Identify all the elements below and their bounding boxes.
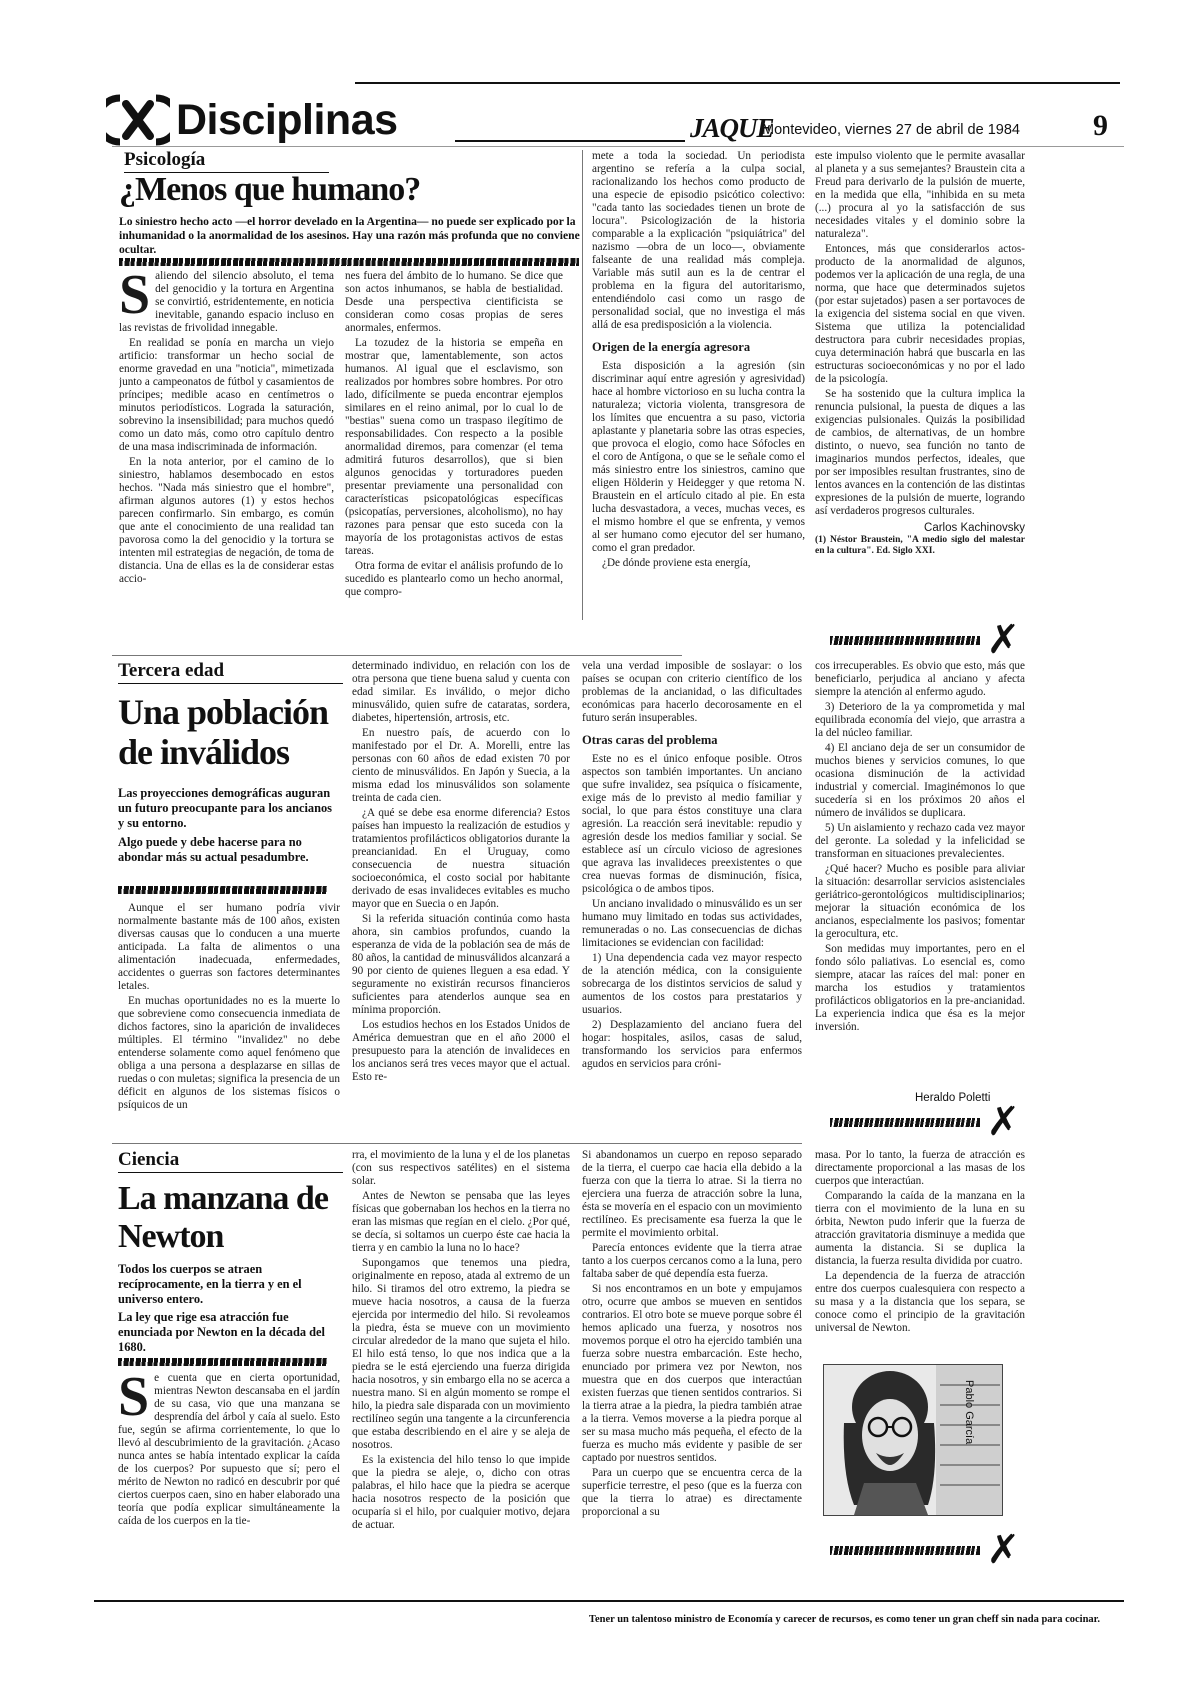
column-divider [582, 150, 583, 620]
author-photo [823, 1364, 1003, 1516]
x-mark-icon: ✗ [986, 617, 1020, 663]
article2-column-1: Aunque el ser humano podría vivir normalmente bastante más de 100 años, existen diversas causas que lo conducen a una muerte anticipada. La falta de alimentos o una alimentación inadecuada, enfermedades, accidentes o guerras son factores determinantes letales. En muchas oportunidades no es la muerte lo que sobreviene como consecuencia inmediata de dichos factores, sino la aparición de invalideces múltiples. El término "invalidez" no debe entenderse solamente como aquel fenómeno que obliga a una persona a desplazarse en sillas de ruedas o con muletas; significa la presencia de un déficit en algunos de los sistemas físicos o psíquicos de un [118, 902, 340, 1111]
lead-tercera-edad-1: Las proyecciones demográficas auguran un futuro preocupante para los ancianos y su entorno. [118, 786, 333, 830]
dateline: Montevideo, viernes 27 de abril de 1984 [762, 122, 1020, 138]
article3-column-2: rra, el movimiento de la luna y el de los planetas (con sus respectivos satélites) en el sistema solar. Antes de Newton se pensaba que las leyes físicas que gobernaban los hechos en la tierra no eran las mismas que regían en el cielo. ¿Por qué, se decía, si soltamos un cuerpo éste cae hacia la tierra y en cambio la luna no lo hace? Supongamos que tenemos una piedra, originalmente en reposo, atada al extremo de un hilo. Si tiramos del otro extremo, la piedra se mueve hacia nosotros, a causa de la fuerza ejercida por intermedio del hilo. Si revoleamos la piedra, ésta se mueve con un movimiento circular alrededor de la mano que sujeta el hilo. El hilo está tenso, lo que nos indica que a la piedra se le está ejerciendo una fuerza dirigida hacia nosotros, y sin embargo ella no se acerca a nuestra mano. Si en algún momento se rompe el hilo, la piedra sale disparada con un movimiento rectilíneo según una tangente a la circunferencia que estaba describiendo en el aire y se aleja de nosotros. Es la existencia del hilo tenso lo que impide que la piedra se aleje, o, dicho con otras palabras, el hilo hace que la piedra se acerque hacia nosotros respecto de la posición que ocuparía si el hilo, por cualquier motivo, dejara de actuar. [352, 1149, 570, 1531]
article1-column-2: nes fuera del ámbito de lo humano. Se dice que son actos inhumanos, se habla de bestialidad. Desde una perspectiva cientificista se consideran como cosas propias de seres anormales, enfermos. La tozudez de la historia se empeña en mostrar que, lamentablemente, son actos humanos. Al igual que el esclavismo, son realizados por hombres sobre hombres. Por otro lado, difícilmente se pueda encontrar ejemplos similares en el reino animal, por lo cual lo de "bestias" suena como un traspaso ilegítimo de responsabilidades. Con respecto a la posible anormalidad diremos, para comenzar (el tema admitirá futuros desarrollos), que si bien algunos genocidas y torturadores pueden presentar previamente una personalidad con características psicopatológicas específicas (psicopatías, perversiones, alcoholismo), no hay razones para pensar que esto suceda con la mayoría de los protagonistas activos de estas tareas. Otra forma de evitar el análisis profundo de lo sucedido es plantearlo como un hecho anormal, que compro- [345, 270, 563, 598]
article3-column-4: masa. Por lo tanto, la fuerza de atracción es directamente proporcional a las masas de los cuerpos que interactúan. Comparando la caída de la manzana en la tierra con el movimiento de la luna en su órbita, Newton pudo inferir que la fuerza de atracción gravitatoria disminuye a medida que aumenta la distancia. Si se duplica la distancia, la fuerza resulta dividida por cuatro. La dependencia de la fuerza de atracción entre dos cuerpos cualesquiera con respecto a su masa y a la distancia que los separa, se conoce como el principio de la gravitación universal de Newton. [815, 1149, 1025, 1334]
bottom-rule [94, 1600, 1124, 1602]
section-label-psicologia: Psicología [124, 149, 329, 173]
section-logo-icon [106, 94, 170, 146]
dropcap: S [119, 270, 151, 326]
x-mark-icon: ✗ [986, 1527, 1020, 1573]
article2-column-4: cos irrecuperables. Es obvio que esto, más que beneficiarlo, perjudica al anciano y afecta siempre la atención al enfermo agudo. 3) Deterioro de la ya comprometida y mal equilibrada economía del viejo, que arrastra a la del núcleo familiar. 4) El anciano deja de ser un consumidor de muchos bienes y servicios comunes, lo que ocasiona disminución de la actividad industrial y comercial. Imaginémonos lo que sucedería si en los próximos 20 años el número de inválidos se duplicara. 5) Un aislamiento y rechazo cada vez mayor del geronte. La soledad y la infelicidad se transforman en situaciones prevalecientes. ¿Qué hacer? Mucho es posible para aliviar la situación: desarrollar servicios asistenciales geriátrico-gerontológicos multidisciplinarios; mejorar la situación económica de los ancianos, especialmente los pasivos; fomentar la gerocultura, etc. Son medidas muy importantes, pero en el fondo sólo paliativas. Lo esencial es, como siempre, atacar las raíces del mal: poner en marcha los estudios y tratamientos profilácticos obligatorios en la pre-ancianidad. La experiencia indica que ésa es la mejor inversión. [815, 660, 1025, 1033]
article2-column-2: determinado individuo, en relación con los de otra persona que tiene buena salud y cuenta con edad similar. Es inválido, o mejor dicho minusválido, quien sufre de cataratas, sordera, diabetes, hipertensión, artrosis, etc. En nuestro país, de acuerdo con lo manifestado por el Dr. A. Morelli, entre las personas con 60 años de edad existen 70 por ciento de minusválidos. En Japón y Suecia, a la misma edad los minusválidos son solamente treinta de cada cien. ¿A qué se debe esa enorme diferencia? Estos países han impuesto la realización de estudios y tratamientos profilácticos obligatorios durante la preancianidad. En el Uruguay, como consecuencia de nuestra situación socioeconómica, el costo social por habitante derivado de esas invalideces evitables es mucho mayor que en Suecia o en Japón. Si la referida situación continúa como hasta ahora, sin cambios profundos, cuando la esperanza de vida de la población sea de más de 80 años, la cantidad de minusválidos alcanzará a 90 por ciento de quienes lleguen a esa edad. Y seguramente no existirán recursos financieros suficientes para atenderlos aunque sea en mínima proporción. Los estudios hechos en los Estados Unidos de América demuestran que en el año 2000 el presupuesto para la atención de invalideces en los ancianos será tres veces mayor que el actual. Esto re- [352, 660, 570, 1083]
page-number: 9 [1093, 109, 1108, 142]
subhead-otras-caras: Otras caras del problema [582, 732, 718, 747]
signature-kachinovsky: Carlos Kachinovsky [924, 521, 1025, 534]
dropcap: S [118, 1372, 150, 1428]
separator-bar [119, 258, 579, 266]
article1-column-3: mete a toda la sociedad. Un periodista argentino se refería a la culpa social, racionalizando los hechos como producto de una especie de episodio psicótico colectivo: "cada tanto las sociedades tienen un brote de locura". Psicologización de la historia comparable a la explicación "psiquiátrica" del nazismo —obra de un loco—, obviamente falseante de una realidad más compleja. Variable más sutil aun es la de centrar el problema en la figura del autoritarismo, entendiéndolo casi como un rasgo de personalidad social, que no investiga el más allá de esa predisposición a la violencia. Origen de la energía agresora Esta disposición a la agresión (sin discriminar aquí entre agresión y agresividad) hace al hombre victorioso en su lucha contra la naturaleza; victoria violenta, transgresora de los límites que encuentra a su paso, victoria aplastante y planetaria sobre las otras especies, que provoca el elogio, como hace Sófocles en el coro de Antígona, o que se le señale como el más siniestro entre los siniestros, camino que eligen Hölderin y Heidegger y que retoma N. Braustein en el artículo citado al pie. En esta lucha desvastadora, a veces, muchas veces, es el mismo hombre el que se enfrenta, y vemos al ser humano como ejecutor del ser humano, como el gran predador. ¿De dónde proviene esta energía, [592, 150, 805, 570]
end-mark [830, 1099, 1020, 1145]
header-rule [455, 140, 685, 142]
lead-ciencia-1: Todos los cuerpos se atraen recíprocamente, en la tierra y en el universo entero. [118, 1262, 302, 1306]
headline-una-poblacion: Una población de inválidos [118, 692, 329, 772]
footnote: (1) Néstor Braustein, "A medio siglo del malestar en la cultura". Ed. Siglo XXI. [815, 534, 1025, 556]
article3-column-3: Si abandonamos un cuerpo en reposo separado de la tierra, el cuerpo cae hacia ella debido a la fuerza con que la tierra lo atrae. Si la tierra no ejerciera una fuerza de atracción sobre la luna, ésta se movería en el espacio con un movimiento rectilíneo. Es precisamente esa fuerza la que le permite el movimiento orbital. Parecía entonces evidente que la tierra atrae tanto a los cuerpos cercanos como a la luna, pero faltaba saber de qué dependía esta fuerza. Si nos encontramos en un bote y empujamos otro, ocurre que ambos se mueven en sentidos contrarios. El otro bote se mueve porque sobre él hemos aplicado una fuerza, y nosotros nos movemos porque el otro ha ejercido también una fuerza sobre nuestra embarcación. Este hecho, enunciado por primera vez por Newton, nos muestra que en dos cuerpos que interactúan existen fuerzas que tienen sentidos contrarios. Si la tierra atrae a la piedra, la piedra también atrae a la tierra. Vemos moverse a la piedra porque al ser su masa mucho más pequeña, el efecto de la fuerza es mucho más evidente y pasible de ser captado por nuestros sentidos. Para un cuerpo que se encuentra cerca de la superficie terrestre, el peso (que es la fuerza con que la tierra lo atrae) es directamente proporcional a su [582, 1149, 802, 1518]
separator-bar [118, 1358, 328, 1366]
headline-menos-que-humano: ¿Menos que humano? [119, 171, 421, 208]
x-mark-icon: ✗ [986, 1099, 1020, 1145]
photo-credit: Pablo García [963, 1380, 975, 1445]
masthead-logo: JAQUE [690, 113, 774, 143]
subhead-origen: Origen de la energía agresora [592, 339, 751, 354]
lead-ciencia-2: La ley que rige esa atracción fue enunciada por Newton en la década del 1680. [118, 1310, 325, 1354]
section-rule [112, 655, 682, 656]
signature-poletti: Heraldo Poletti [915, 1092, 991, 1104]
end-mark [830, 1527, 1020, 1573]
lead-menos-que-humano: Lo siniestro hecho acto —el horror develado en la Argentina— no puede ser explicado por la inhumanidad o la anormalidad de los asesinos. Hay una razón más profunda que no conviene ocultar. [119, 215, 580, 256]
section-label-tercera-edad: Tercera edad [118, 660, 343, 684]
header-under-rule [112, 146, 1124, 147]
separator-bar [118, 886, 328, 894]
article3-column-1: S e cuenta que en cierta oportunidad, mientras Newton descansaba en el jardín de su casa, vio que una manzana se desprendía del árbol y caía al suelo. Esto fue, según se afirma corrientemente, lo que lo llevó al descubrimiento de la gravitación. ¿Acaso nunca antes se había intentado explicar la caída de los cuerpos? Por supuesto que sí; pero el mérito de Newton no radicó en descubrir por qué ciertos cuerpos caen, sino en haber elaborado una teoría que podía explicar simultáneamente la caída de los cuerpos en la tie- [118, 1372, 340, 1527]
article1-column-1: S aliendo del silencio absoluto, el tema del genocidio y la tortura en Argentina se convirtió, estridentemente, en noticia inevitable, ganando espacio incluso en las revistas de frivolidad innegable. En realidad se ponía en marcha un viejo artificio: transformar un hecho social de enorme gravedad en una "noticia", mimetizada junto a campeonatos de fútbol y casamientos de príncipes; medible acaso en centímetros o minutos periodísticos. Lograda la saturación, sobrevino la insensibilidad; para muchos quedó como un dato más, como otro capítulo dentro de una masa indiscriminada de información. En la nota anterior, por el camino de lo siniestro, hablamos desembocado en estos hechos. "Nada más siniestro que el hombre", afirman algunos autores (1) y estos hechos parecen confirmarlo. Sin embargo, es común que ante el conocimiento de una realidad tan pavorosa como la del genocidio y la tortura se intenten mil estrategias de negación, de toma de distancia. Una de ellas es la de considerar estas accio- [119, 270, 334, 585]
top-rule [355, 82, 1120, 84]
section-rule [112, 1143, 802, 1144]
footer-quote: Tener un talentoso ministro de Economía y carecer de recursos, es como tener un gran cheff sin nada para cocinar. [588, 1614, 1100, 1625]
article2-column-3: vela una verdad imposible de soslayar: o los países se ocupan con criterio científico de los problemas de la ancianidad, o las dificultades económicas para hacerlo decorosamente en el futuro serán insuperables. Otras caras del problema Este no es el único enfoque posible. Otros aspectos son también importantes. Un anciano que sufre invalidez, sea psíquica o físicamente, exige más de lo previsto al medio familiar y social, lo que para éstos constituye una clara agresión. La reacción será inevitable: repudio y agresión desde los medios familiar y social. Se establece así un círculo vicioso de agresiones que agrava las invalideces preexistentes o que crea nuevas formas de disminución, física, psicológica o de ambos tipos. Un anciano invalidado o minusválido es un ser humano muy limitado en todas sus actividades, remuneradas o no. Las consecuencias de dichas limitaciones se evidencian con facilidad: 1) Una dependencia cada vez mayor respecto de la atención médica, con la consiguiente sobrecarga de los distintos servicios de salud y aumentos de los costos para prestatarios y usuarios. 2) Desplazamiento del anciano fuera del hogar: hospitales, asilos, casas de salud, transformando los servicios para enfermos agudos en servicios para cróni- [582, 660, 802, 1071]
headline-la-manzana: La manzana de Newton [118, 1180, 328, 1255]
section-title: Disciplinas [176, 96, 398, 144]
lead-tercera-edad-2: Algo puede y debe hacerse para no abondar más su actual pesadumbre. [118, 835, 309, 864]
section-label-ciencia: Ciencia [118, 1149, 343, 1173]
end-mark [830, 617, 1020, 663]
article1-column-4: este impulso violento que le permite avasallar al planeta y a sus semejantes? Braustein cita a Freud para derivarlo de la pulsión de muerte, en la medida que ella, "inhibida en su meta (...) procura al yo la satisfacción de sus necesidades vitales y el dominio sobre la naturaleza". Entonces, más que considerarlos actos-producto de la anormalidad de algunos, podemos ver la aplicación de una regla, de una norma, que hace que determinados sujetos (por estar sujetados) pasen a ser portavoces de la exigencia del sistema social en que viven. Sistema que utiliza la potencialidad destructora para cubrir necesidades propias, cuya determinación habrá que buscarla en las estructuras socioeconómicas y no por el lado de la psicología. Se ha sostenido que la cultura implica la renuncia pulsional, la puesta de diques a las exigencias pulsionales. Quizás la posibilidad de cambios, de alternativas, de un hombre distinto, o nuevo, sea función no tanto de imaginarios mundos perfectos, ideales, que por ser imposibles resultan frustrantes, sino de lentos avances en la contención de las distintas expresiones de la pulsión de muerte, logrando así verdaderos progresos culturales. Carlos Kachinovsky (1) Néstor Braustein, "A medio siglo del malestar en la cultura". Ed. Siglo XXI. [815, 150, 1025, 556]
